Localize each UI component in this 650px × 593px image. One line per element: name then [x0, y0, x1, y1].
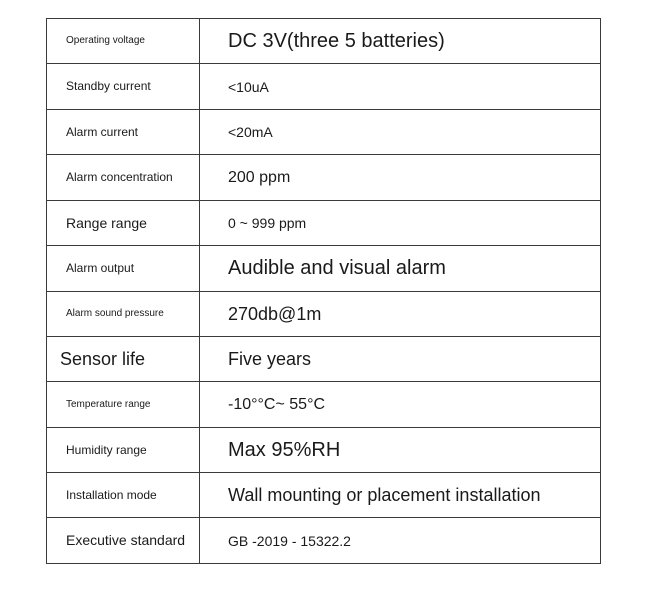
spec-label: Range range	[47, 201, 200, 246]
table-row	[47, 473, 601, 518]
spec-label: Alarm output	[47, 246, 200, 292]
spec-label: Temperature range	[47, 382, 200, 428]
spec-label: Alarm concentration	[47, 155, 200, 201]
table-row	[47, 19, 601, 64]
spec-value: <20mA	[200, 110, 601, 155]
spec-value: Wall mounting or placement installation	[200, 473, 601, 518]
spec-value: Five years	[200, 337, 601, 382]
spec-value: DC 3V(three 5 batteries)	[200, 19, 601, 64]
spec-label: Installation mode	[47, 473, 200, 518]
table-row	[47, 155, 601, 201]
spec-label: Alarm sound pressure	[47, 292, 200, 337]
table-row	[47, 337, 601, 382]
spec-label: Humidity range	[47, 428, 200, 473]
table-row	[47, 382, 601, 428]
table-row	[47, 292, 601, 337]
table-row	[47, 518, 601, 564]
spec-label: Executive standard	[47, 518, 200, 564]
table-row	[47, 64, 601, 110]
spec-value: 0 ~ 999 ppm	[200, 201, 601, 246]
spec-value: Max 95%RH	[200, 428, 601, 473]
table-row	[47, 246, 601, 292]
spec-table	[46, 18, 601, 564]
spec-value: <10uA	[200, 64, 601, 110]
spec-value: Audible and visual alarm	[200, 246, 601, 292]
spec-label: Standby current	[47, 64, 200, 110]
table-row	[47, 201, 601, 246]
spec-value: 200 ppm	[200, 155, 601, 201]
spec-value: -10°°C~ 55°C	[200, 382, 601, 428]
table-row	[47, 428, 601, 473]
table-row	[47, 110, 601, 155]
spec-value: GB -2019 - 15322.2	[200, 518, 601, 564]
spec-label: Sensor life	[47, 337, 200, 382]
spec-label: Alarm current	[47, 110, 200, 155]
spec-label: Operating voltage	[47, 19, 200, 64]
spec-value: 270db@1m	[200, 292, 601, 337]
